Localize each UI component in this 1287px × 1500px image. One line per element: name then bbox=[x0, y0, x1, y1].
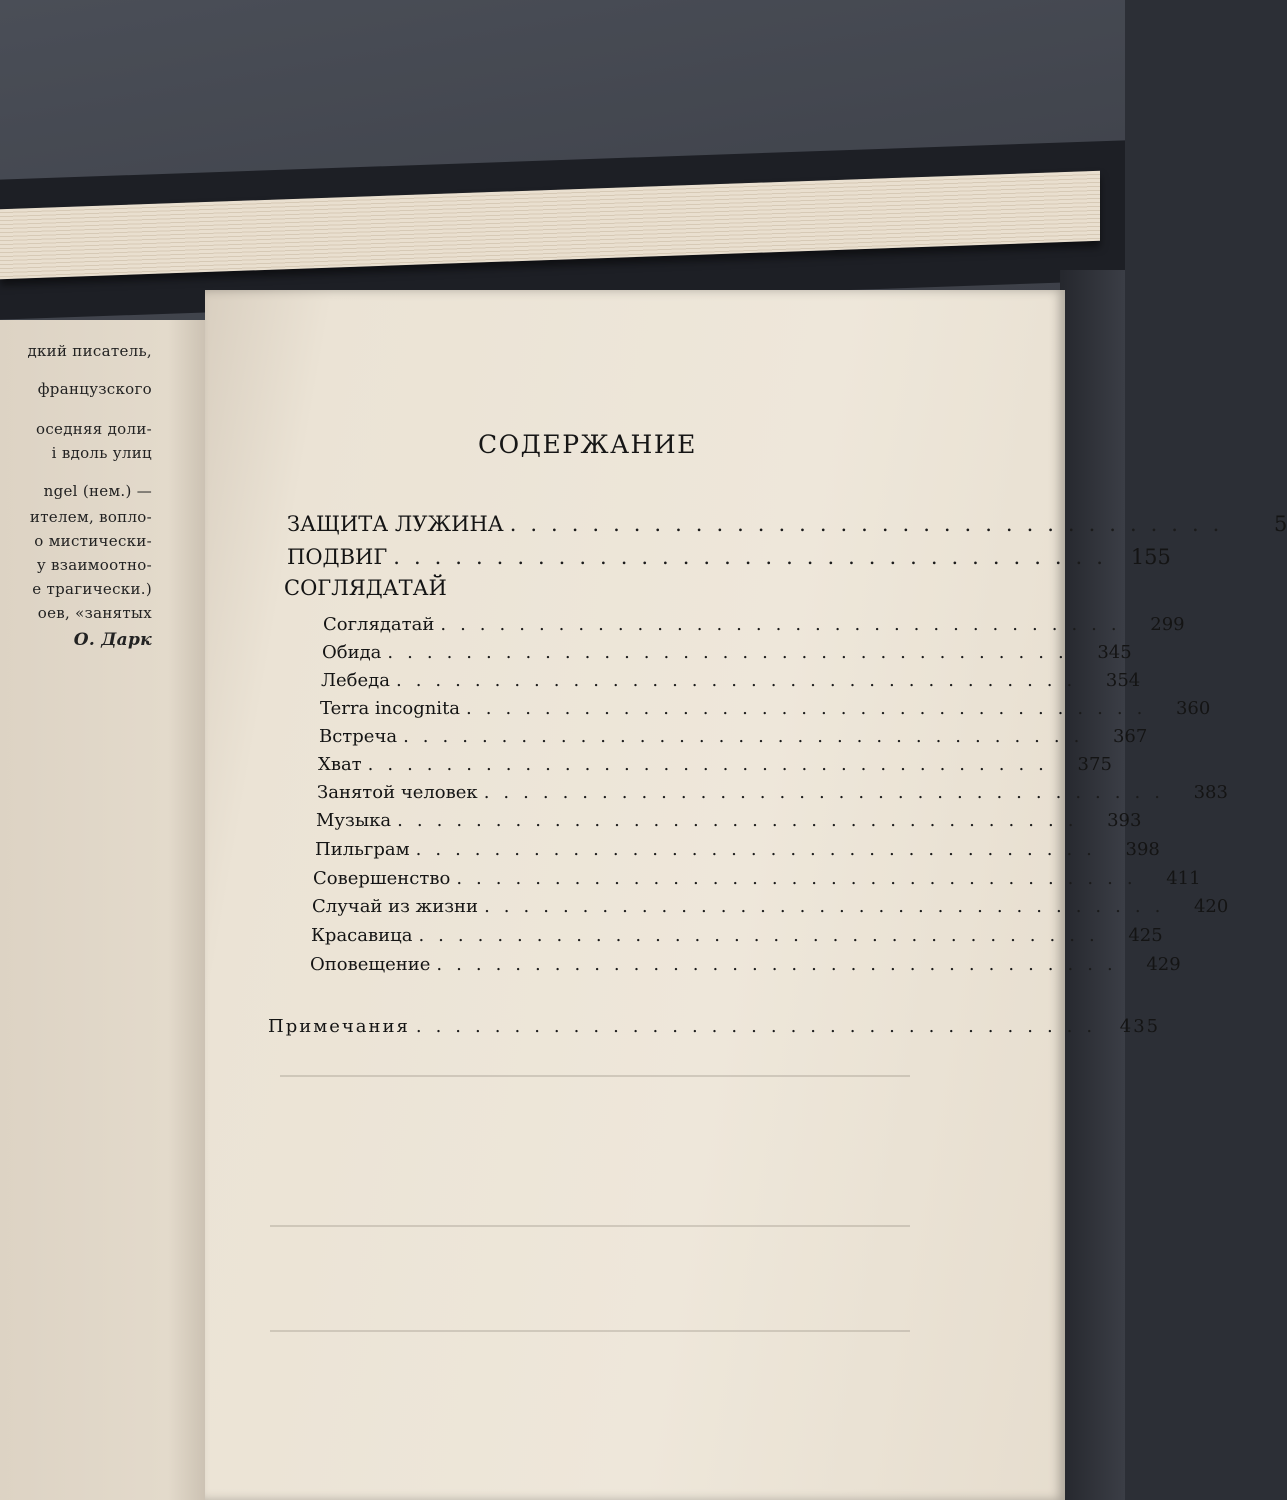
toc-entry bbox=[287, 512, 1287, 536]
toc-entry-page: 420 bbox=[1193, 896, 1229, 917]
toc-entry-page: 155 bbox=[1130, 545, 1171, 569]
toc-entry-label: Совершенство bbox=[313, 868, 451, 889]
toc-entry-label: Оповещение bbox=[310, 954, 431, 975]
toc-entry-page: 398 bbox=[1125, 839, 1160, 860]
left-text-line: оев, «занятых bbox=[37, 604, 152, 622]
toc-leader-dots: ................................... bbox=[456, 868, 1147, 889]
show-through-line bbox=[270, 1330, 910, 1332]
toc-subentry bbox=[319, 726, 1148, 747]
toc-entry-label: Лебеда bbox=[321, 670, 390, 691]
toc-subentry bbox=[315, 839, 1160, 860]
left-text-line: у взаимоотно- bbox=[36, 556, 152, 574]
left-text-line: і вдоль улиц bbox=[51, 444, 152, 462]
toc-leader-dots: ................................... bbox=[509, 512, 1234, 536]
toc-entry-label: Встреча bbox=[319, 726, 398, 747]
toc-entry-label: Обида bbox=[322, 642, 382, 663]
toc-subentry bbox=[316, 810, 1142, 831]
toc-entry-page: 425 bbox=[1128, 925, 1163, 946]
toc-entry bbox=[284, 576, 880, 600]
left-signature: О. Дарк bbox=[73, 630, 152, 650]
left-text-line: е трагически.) bbox=[32, 580, 152, 598]
toc-entry-label: СОГЛЯДАТАЙ bbox=[284, 576, 447, 600]
toc-entry-label: Хват bbox=[318, 754, 362, 775]
show-through-line bbox=[280, 1075, 910, 1077]
toc-title: СОДЕРЖАНИЕ bbox=[478, 430, 697, 459]
toc-entry-page: 5 bbox=[1273, 512, 1287, 536]
toc-entry-label: Красавица bbox=[311, 925, 413, 946]
toc-leader-dots: ................................... bbox=[367, 754, 1058, 775]
toc-leader-dots: ................................... bbox=[436, 954, 1127, 975]
toc-entry-label: Terra incognita bbox=[320, 698, 461, 719]
right-page bbox=[205, 290, 1065, 1500]
toc-entry-page: 393 bbox=[1107, 810, 1142, 831]
toc-entry-label: Случай из жизни bbox=[312, 896, 479, 917]
toc-leader-dots: ................................... bbox=[387, 642, 1078, 663]
left-page bbox=[0, 320, 210, 1500]
toc-entry-page: 354 bbox=[1105, 670, 1141, 691]
toc-entry-page: 360 bbox=[1175, 698, 1211, 719]
toc-subentry bbox=[311, 925, 1163, 946]
toc-entry-page: 435 bbox=[1119, 1016, 1161, 1037]
toc-entry-label: Соглядатай bbox=[323, 614, 435, 635]
toc-entry-page: 375 bbox=[1077, 754, 1112, 775]
left-text-line: ителем, вопло- bbox=[29, 508, 152, 526]
toc-leader-dots: ................................... bbox=[418, 925, 1109, 946]
toc-subentry bbox=[313, 868, 1201, 889]
left-text-line: ngel (нем.) — bbox=[43, 482, 152, 500]
toc-subentry bbox=[310, 954, 1181, 975]
toc-leader-dots: ................................... bbox=[395, 670, 1087, 691]
toc-leader-dots: ................................... bbox=[415, 1016, 1107, 1037]
toc-entry-label: Примечания bbox=[268, 1016, 410, 1037]
toc-entry-label: ПОДВИГ bbox=[287, 545, 388, 569]
toc-entry-label: Занятой человек bbox=[317, 782, 478, 803]
toc-subentry bbox=[321, 670, 1141, 691]
toc-leader-dots: ................................... bbox=[415, 839, 1106, 860]
toc-entry-page: 367 bbox=[1112, 726, 1148, 747]
toc-leader-dots: ................................... bbox=[440, 614, 1131, 635]
toc-entry bbox=[287, 545, 1171, 569]
toc-subentry bbox=[312, 896, 1229, 917]
toc-subentry bbox=[317, 782, 1228, 803]
toc-entry-label: ЗАЩИТА ЛУЖИНА bbox=[287, 512, 504, 536]
toc-leader-dots: ................................... bbox=[397, 810, 1088, 831]
toc-subentry bbox=[320, 698, 1211, 719]
toc-entry-page: 383 bbox=[1193, 782, 1228, 803]
left-text-line: французского bbox=[37, 380, 152, 398]
toc-subentry bbox=[318, 754, 1112, 775]
left-text-line: оседняя доли- bbox=[36, 420, 152, 438]
show-through-line bbox=[270, 1225, 910, 1227]
toc-subentry bbox=[323, 614, 1185, 635]
toc-entry-page: 345 bbox=[1097, 642, 1132, 663]
toc-leader-dots: ................................... bbox=[484, 896, 1175, 917]
left-text-line: о мистически- bbox=[34, 532, 152, 550]
toc-leader-dots: ................................... bbox=[403, 726, 1094, 747]
toc-entry-page: 299 bbox=[1150, 614, 1185, 635]
toc-entry-label: Музыка bbox=[316, 810, 392, 831]
toc-leader-dots: ................................... bbox=[466, 698, 1157, 719]
toc-subentry bbox=[322, 642, 1132, 663]
toc-notes-entry bbox=[268, 1016, 1161, 1037]
toc-entry-page: 411 bbox=[1166, 868, 1201, 889]
left-text-line: дкий писатель, bbox=[27, 342, 152, 360]
toc-entry-label: Пильграм bbox=[315, 839, 410, 860]
toc-leader-dots: ................................... bbox=[483, 782, 1174, 803]
toc-entry-page: 429 bbox=[1146, 954, 1181, 975]
toc-leader-dots: ................................... bbox=[393, 545, 1117, 569]
